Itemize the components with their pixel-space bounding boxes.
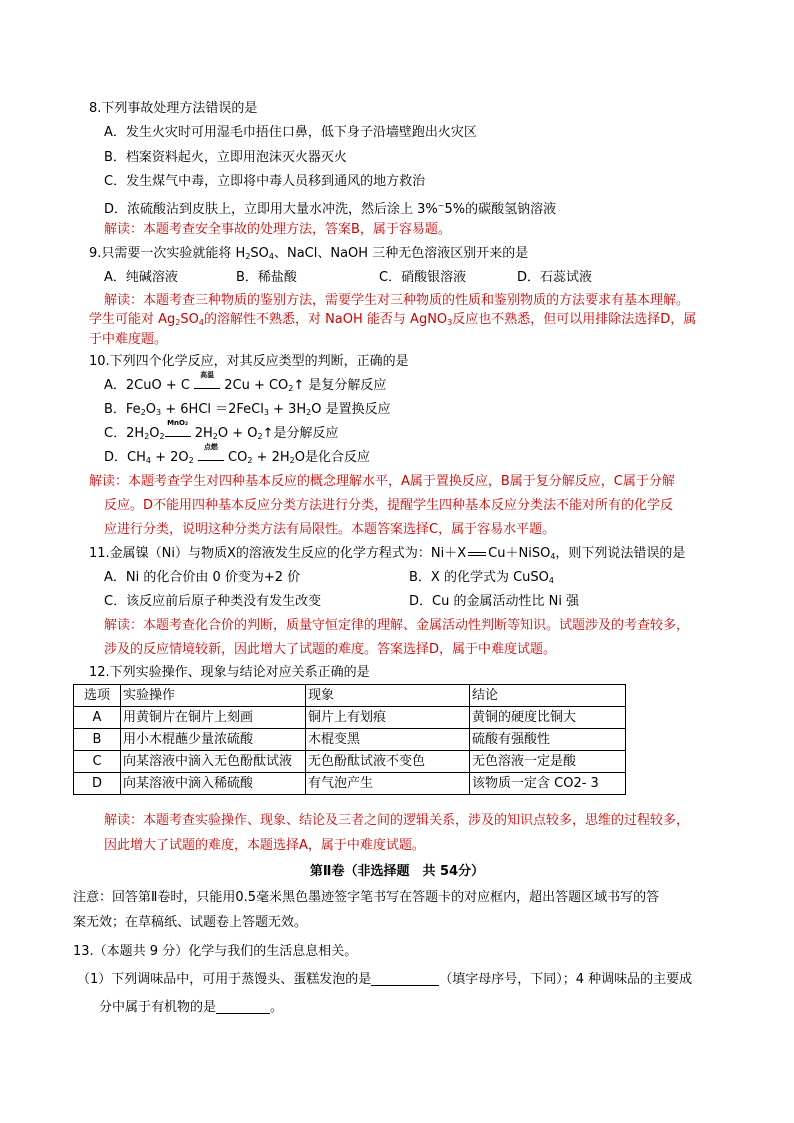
table-header: 实验操作	[121, 685, 306, 707]
table-row	[74, 729, 626, 751]
table-header: 选项	[74, 685, 121, 707]
table-cell: 向某溶液中滴入稀硫酸	[121, 773, 306, 795]
table-header: 现象	[306, 685, 470, 707]
q10-option-d: D．$CH_4 + 2O_2$ 点燃 $CO_2 + 2H_2O$是化合反应	[104, 443, 370, 465]
table-header: 结论	[470, 685, 626, 707]
reaction-condition-arrow: 高温	[194, 379, 220, 389]
table-cell: A	[74, 707, 121, 729]
q12-stem: 12.下列实验操作、现象与结论对应关系正确的是	[89, 665, 370, 680]
part2-note-line1: 注意：回答第Ⅱ卷时，只能用0.5毫米黑色墨迹签字笔书写在答题卡的对应框内，超出答题区域书写的答	[73, 890, 660, 905]
q11-explanation-line1: 解读：本题考查化合价的判断，质量守恒定律的理解、金属活动性判断等知识。试题涉及的考查较多，	[104, 618, 690, 633]
table-header-row	[74, 685, 626, 707]
table-row	[74, 707, 626, 729]
table-cell: 用黄铜片在铜片上刻画	[121, 707, 306, 729]
q9-explanation-line2: 学生可能对 $Ag_2SO_4$的溶解性不熟悉，对 NaOH 能否与 AgNO$_3$反应也不熟悉，但可以用排除法选择D，属	[89, 312, 697, 327]
q11-explanation-line2: 涉及的反应情境较新，因此增大了试题的难度。答案选择D，属于中难度试题。	[104, 642, 557, 657]
q8-stem: 8.下列事故处理方法错误的是	[89, 101, 258, 116]
table-cell: 硫酸有强酸性	[470, 729, 626, 751]
q11-option-d: D．Cu 的金属活动性比 Ni 强	[409, 594, 580, 609]
q9-option-a: A．纯碱溶液	[104, 270, 178, 285]
q11-option-c: C．该反应前后原子种类没有发生改变	[104, 594, 322, 609]
q9-stem: 9.只需要一次实验就能将 $H_2SO_4$、NaCl、NaOH 三种无色溶液区别开来的是	[89, 246, 529, 261]
table-cell: 用小木棍蘸少量浓硫酸	[121, 729, 306, 751]
q13-stem: 13.（本题共 9 分）化学与我们的生活息息相关。	[73, 944, 358, 959]
table-cell: 无色酚酞试液不变色	[306, 751, 470, 773]
q10-explanation-line3: 应进行分类，说明这种分类方法有局限性。本题答案选择C，属于容易水平题。	[104, 522, 556, 537]
table-cell: 黄铜的硬度比铜大	[470, 707, 626, 729]
q8-option-a: A．发生火灾时可用湿毛巾捂住口鼻，低下身子沿墙壁跑出火灾区	[104, 125, 477, 140]
q11-option-a: A．Ni 的化合价由 0 价变为+2 价	[104, 570, 301, 585]
answer-blank[interactable]	[371, 971, 439, 986]
q10-explanation-line2: 反应。D不能用四种基本反应分类方法进行分类，提醒学生四种基本反应分类法不能对所有的化学反	[104, 498, 674, 513]
table-cell: C	[74, 751, 121, 773]
q9-option-d: D．石蕊试液	[517, 270, 593, 285]
table-cell: 无色溶液一定是酸	[470, 751, 626, 773]
q9-option-b: B．稀盐酸	[236, 270, 297, 285]
reaction-condition-arrow: MnO₂	[165, 427, 191, 437]
q11-stem: 11.金属镍（Ni）与物质X的溶液发生反应的化学方程式为：Ni＋X Cu＋NiSO$_4$，则下列说法错误的是	[89, 546, 686, 561]
q8-option-c: C．发生煤气中毒，立即将中毒人员移到通风的地方救治	[104, 174, 426, 189]
q12-explanation-line2: 因此增大了试题的难度，本题选择A，属于中难度试题。	[104, 838, 425, 853]
table-cell: B	[74, 729, 121, 751]
table-row	[74, 751, 626, 773]
table-row	[74, 773, 626, 795]
answer-blank[interactable]	[216, 999, 270, 1014]
part2-title: 第Ⅱ卷（非选择题 共 54分）	[309, 864, 485, 879]
q11-option-b: B．X 的化学式为 CuSO$_4$	[409, 570, 554, 585]
experiment-table	[73, 684, 626, 795]
q10-explanation-line1: 解读：本题考查学生对四种基本反应的概念理解水平，A属于置换反应，B属于复分解反应，C属于分解	[89, 474, 675, 489]
table-cell: 铜片上有划痕	[306, 707, 470, 729]
part2-note-line2: 案无效；在草稿纸、试题卷上答题无效。	[73, 915, 308, 930]
table-cell: 木棍变黑	[306, 729, 470, 751]
q10-stem: 10.下列四个化学反应，对其反应类型的判断，正确的是	[89, 354, 409, 369]
q10-option-a: A．2CuO + C 高温 $2Cu + CO_2↑$ 是复分解反应	[104, 371, 387, 393]
q10-option-b: B．$Fe_2O_3 + 6HCl$ ＝2FeCl$_3$ + $3H_2O$ 是置换反应	[104, 402, 391, 417]
q10-option-c: C．$2H_2O_2$ MnO₂ $2H_2O$ + $O_2↑$是分解反应	[104, 419, 339, 441]
table-cell: 有气泡产生	[306, 773, 470, 795]
q13-part1-line2: 分中属于有机物的是 。	[99, 1000, 284, 1015]
q8-explanation: 解读：本题考查安全事故的处理方法，答案B，属于容易题。	[104, 222, 451, 237]
q9-explanation-line3: 于中难度题。	[89, 332, 168, 347]
table-cell: D	[74, 773, 121, 795]
table-cell: 向某溶液中滴入无色酚酞试液	[121, 751, 306, 773]
reaction-condition-arrow: 点燃	[198, 451, 224, 461]
q9-explanation-line1: 解读：本题考查三种物质的鉴别方法，需要学生对三种物质的性质和鉴别物质的方法要求有基本理解。	[104, 293, 690, 308]
q12-explanation-line1: 解读：本题考查实验操作、现象、结论及三者之间的逻辑关系，涉及的知识点较多，思维的过程较多，	[104, 813, 690, 828]
q8-option-b: B．档案资料起火，立即用泡沫灭火器灭火	[104, 150, 347, 165]
q9-option-c: C．硝酸银溶液	[379, 270, 467, 285]
table-cell: 该物质一定含 CO2- 3	[470, 773, 626, 795]
equals-sign	[468, 552, 486, 556]
q13-part1-line1: （1）下列调味品中，可用于蒸馒头、蛋糕发泡的是 （填字母序号，下同）；4 种调味品的主要成	[77, 972, 693, 987]
q8-option-d: D．浓硫酸沾到皮肤上，立即用大量水冲洗，然后涂上 3%~5%的碳酸氢钠溶液	[104, 201, 557, 217]
